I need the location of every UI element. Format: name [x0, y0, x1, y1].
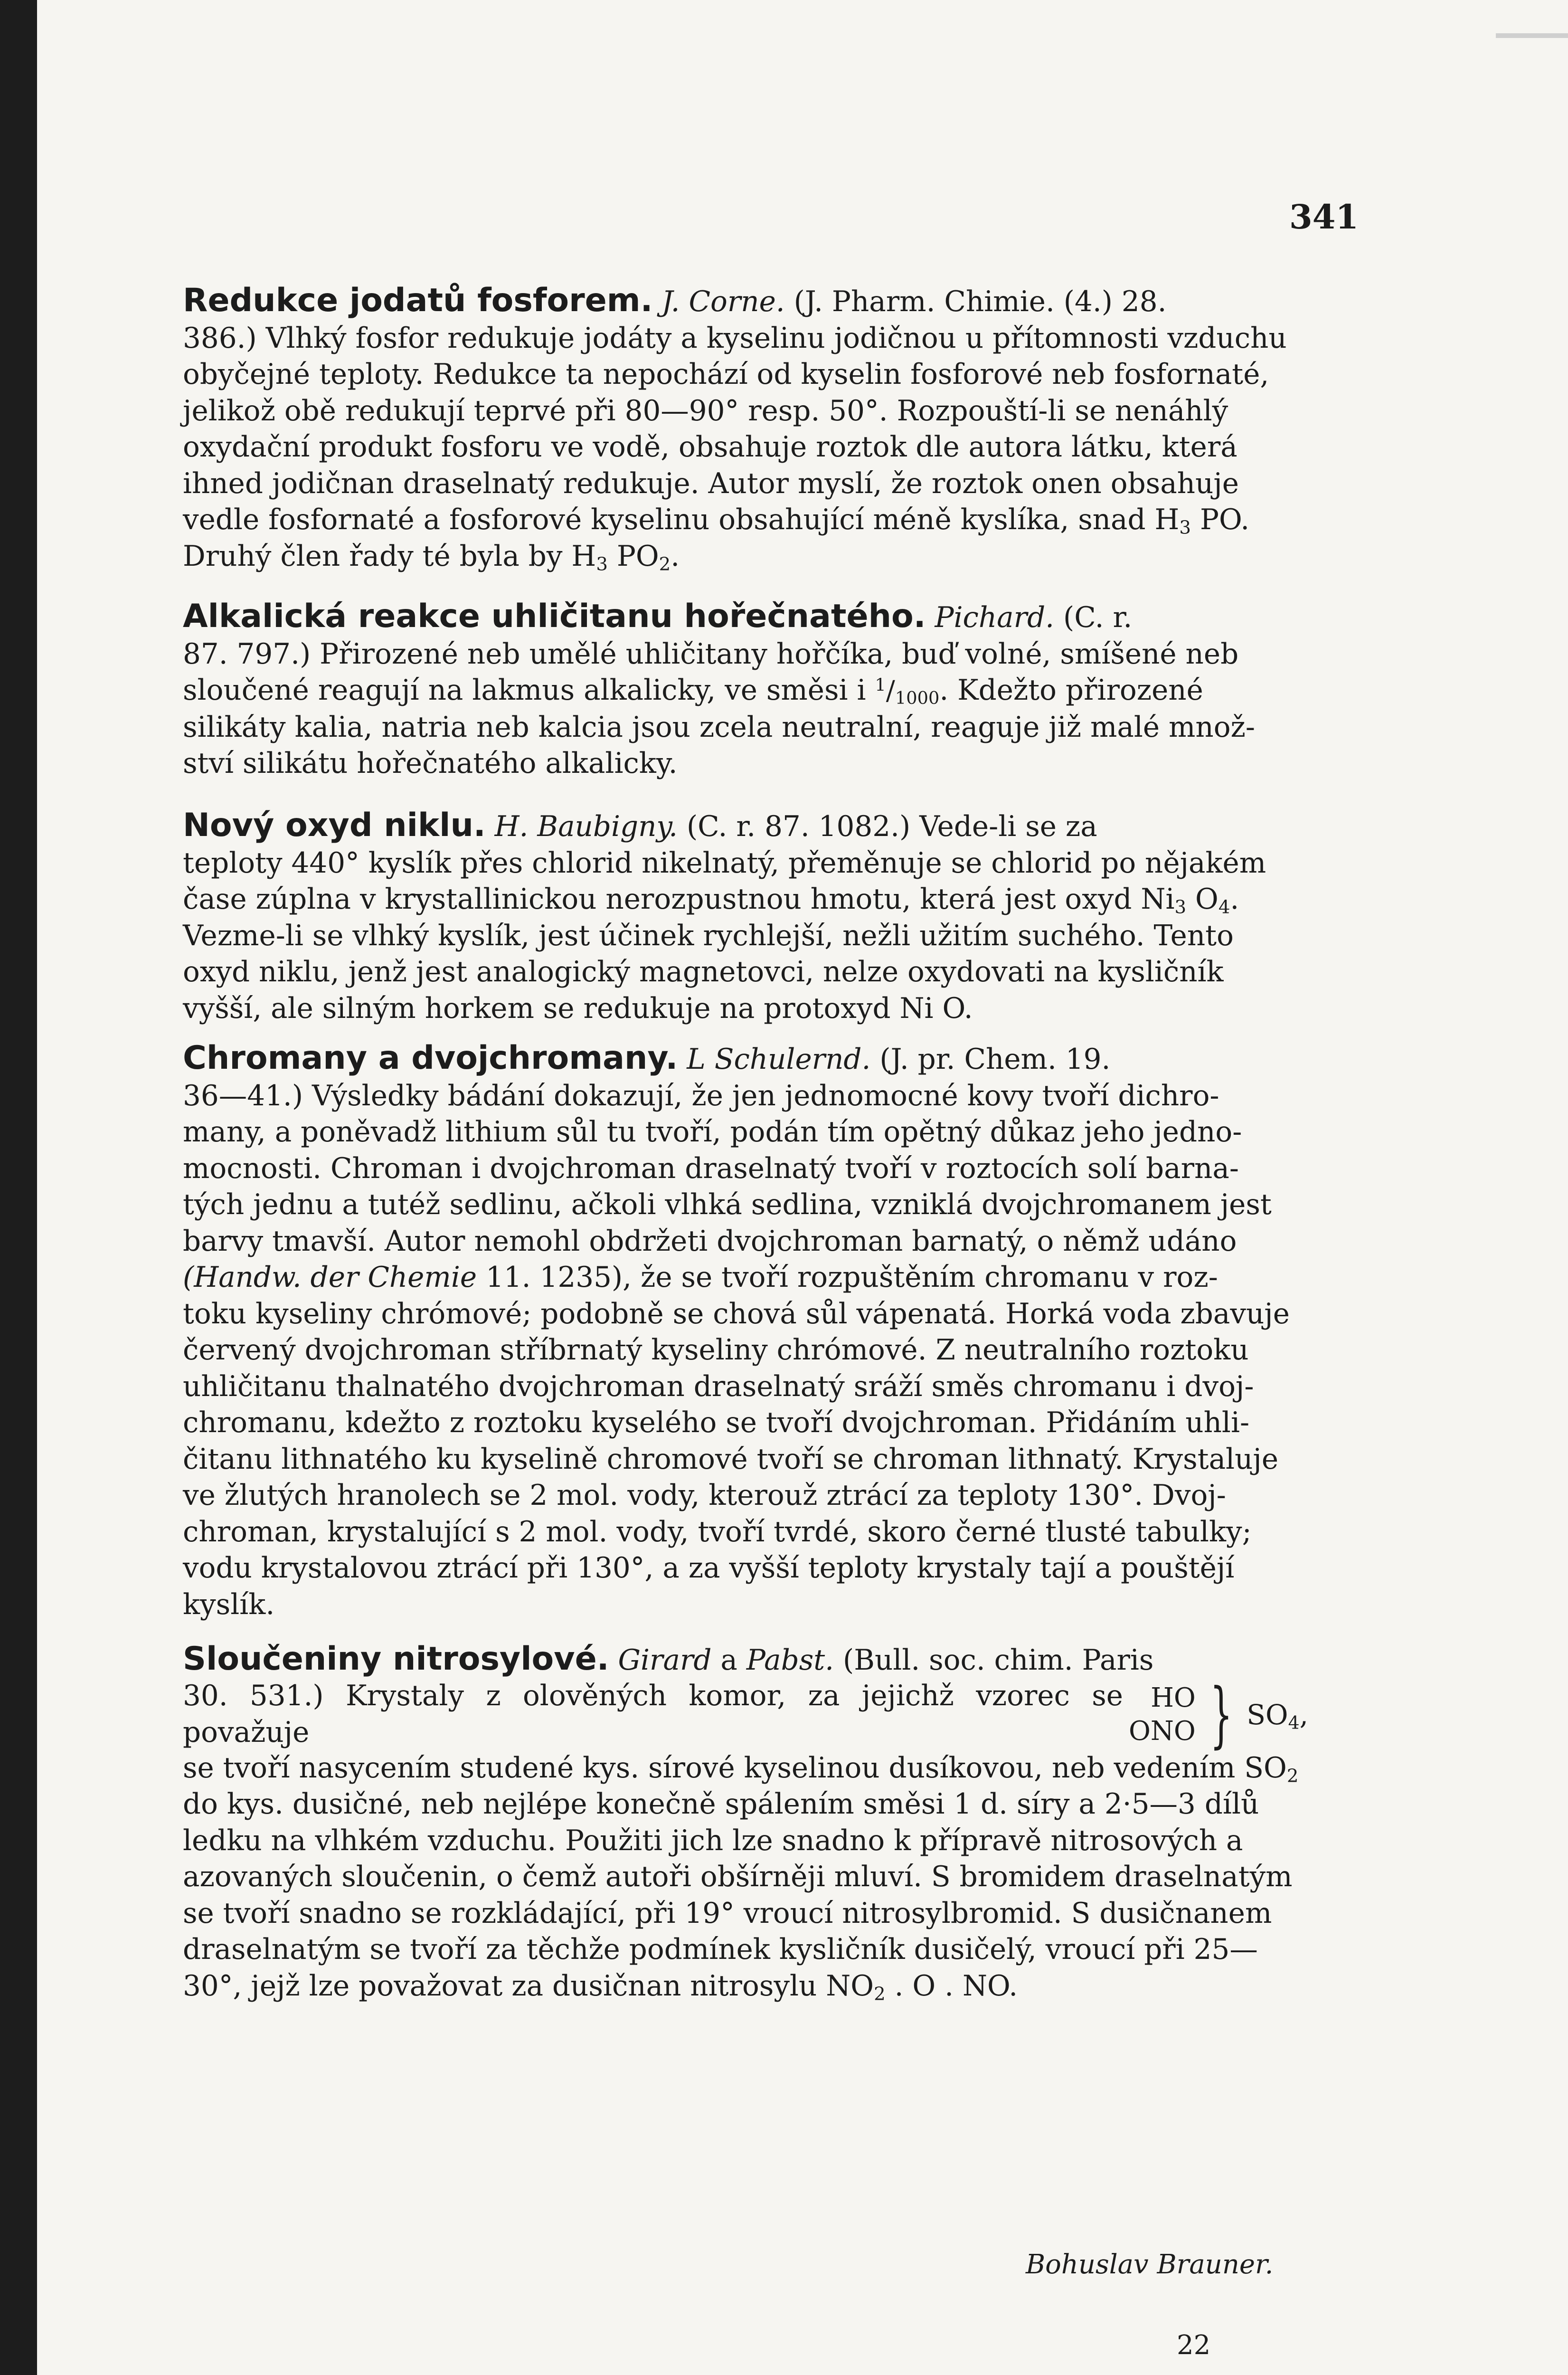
article-heading-line [183, 598, 1308, 636]
article-line: barvy tmavší. Autor nemohl obdržeti dvojchroman barnatý, o němž udáno [183, 1225, 1237, 1258]
printer-signature-mark: 22 [1177, 2330, 1211, 2361]
article-line [183, 539, 1308, 575]
author-conjunction: a [720, 1644, 737, 1677]
article-reference: (J. Pharm. Chimie. (4.) 28. [793, 285, 1167, 318]
article-line: červený dvojchroman stříbrnatý kyseliny chrómové. Z neutralního roztoku [183, 1334, 1249, 1367]
text-run: 11. 1235), že se tvoří rozpuštěním chromanu v roz- [477, 1261, 1218, 1294]
article-reference: (C. r. [1063, 601, 1133, 634]
article-line: vodu krystalovou ztrácí při 130°, a za vyšší teploty krystaly tají a pouštějí [183, 1552, 1235, 1585]
article-title: Sloučeniny nitrosylové. [183, 1640, 609, 1678]
article-nitrosyl [183, 1641, 1308, 2004]
article-title: Alkalická reakce uhličitanu hořečnatého. [183, 598, 926, 635]
text-run: O [1186, 883, 1219, 916]
article-reference: (J. pr. Chem. 19. [879, 1043, 1111, 1076]
subscript: 2 [659, 553, 671, 575]
scan-top-edge [1496, 33, 1568, 38]
article-chromany [183, 1040, 1308, 1623]
scan-left-edge [0, 0, 37, 2375]
article-line: draselnatým se tvoří za těchže podmínek kysličník dusičelý, vroucí při 25— [183, 1933, 1258, 1966]
article-line: tých jednu a tutéž sedlinu, ačkoli vlhká sedlina, vzniklá dvojchromanem jest [183, 1188, 1272, 1221]
subscript: 3 [1179, 517, 1191, 539]
subscript: 4 [1218, 896, 1230, 918]
formula-brace: } [1209, 1673, 1233, 1756]
text-run: vedle fosfornaté a fosforové kyselinu obsahující méně kyslíka, snad H [183, 504, 1180, 536]
chemical-formula [1129, 1673, 1308, 1756]
article-author-2: Pabst. [746, 1644, 834, 1677]
article-line: 386.) Vlhký fosfor redukuje jodáty a kyselinu jodičnou u přítomnosti vzduchu [183, 322, 1287, 355]
article-line: jelikož obě redukují teprvé při 80—90° resp. 50°. Rozpouští-li se nenáhlý [183, 394, 1228, 428]
fraction-denominator: 1000 [895, 688, 940, 709]
article-line: azovaných sloučenin, o čemž autoři obšírněji mluví. S bromidem draselnatým [183, 1861, 1293, 1893]
article-line: mocnosti. Chroman i dvojchroman draselnatý tvoří v roztocích solí barna- [183, 1152, 1239, 1185]
text-run: SO [1247, 1698, 1288, 1731]
formula-top: HO [1151, 1682, 1196, 1713]
article-line: chromanu, kdežto z roztoku kyselého se tvoří dvojchroman. Přidáním uhli- [183, 1406, 1250, 1439]
text-run: . O . NO. [885, 1969, 1018, 2003]
article-line: obyčejné teploty. Redukce ta nepochází od kyselin fosforové neb fosfornaté, [183, 358, 1269, 391]
article-author: Pichard. [935, 601, 1055, 634]
article-line: čitanu lithnatého ku kyselině chromové tvoří se chroman lithnatý. Krystaluje [183, 1443, 1279, 1476]
article-heading-line [183, 1641, 1308, 1679]
text-run: (Handw. der Chemie [183, 1261, 477, 1294]
article-line: oxydační produkt fosforu ve vodě, obsahuje roztok dle autora látku, která [183, 431, 1237, 464]
article-title: Redukce jodatů fosforem. [183, 282, 653, 319]
article-heading-line [183, 808, 1308, 846]
subscript: 2 [1286, 1765, 1299, 1787]
article-line: ledku na vlhkém vzduchu. Použiti jich lze snadno k přípravě nitrosových a [183, 1824, 1243, 1857]
article-alkalicka [183, 598, 1308, 782]
article-author: H. Baubigny. [494, 810, 678, 843]
author-signature: Bohuslav Brauner. [1026, 2249, 1274, 2280]
article-line-with-formula [183, 1673, 1308, 1756]
text-run: sloučené reagují na lakmus alkalicky, ve směsi i [183, 674, 875, 707]
article-title: Nový oxyd niklu. [183, 807, 486, 844]
article-author: Girard [618, 1644, 712, 1677]
text-run: Druhý člen řady té byla by H [183, 540, 596, 573]
text-run: , [1299, 1698, 1308, 1731]
article-line: many, a poněvadž lithium sůl tu tvoří, podán tím opětný důkaz jeho jedno- [183, 1116, 1242, 1149]
subscript: 4 [1288, 1711, 1300, 1733]
article-line: vyšší, ale silným horkem se redukuje na protoxyd Ni O. [183, 992, 973, 1025]
article-line: toku kyseliny chrómové; podobně se chová sůl vápenatá. Horká voda zbavuje [183, 1297, 1290, 1330]
article-line: do kys. dusičné, neb nejlépe konečně spálením směsi 1 d. síry a 2·5—3 dílů [183, 1788, 1259, 1821]
formula-left-stack [1129, 1682, 1196, 1748]
article-line [183, 1968, 1308, 2005]
article-novy-oxyd [183, 808, 1308, 1027]
text-run: . Kdežto přirozené [939, 674, 1203, 707]
formula-right [1247, 1698, 1308, 1733]
article-line: 36—41.) Výsledky bádání dokazují, že jen jednomocné kovy tvoří dichro- [183, 1079, 1219, 1112]
article-line: 87. 797.) Přirozené neb umělé uhličitany hořčíka, buď volné, smíšené neb [183, 637, 1239, 671]
article-author: J. Corne. [661, 285, 785, 318]
text-run: PO [607, 540, 659, 573]
article-line: uhličitanu thalnatého dvojchroman draselnatý sráží směs chromanu i dvoj- [183, 1370, 1254, 1403]
text-run: se tvoří nasycením studené kys. sírové kyselinou dusíkovou, neb vedením SO [183, 1751, 1287, 1785]
article-line [183, 882, 1308, 918]
article-heading-line [183, 1040, 1308, 1078]
article-heading-line [183, 283, 1308, 321]
fraction-numerator: 1 [875, 674, 886, 695]
article-line [183, 502, 1308, 539]
fraction: $^1/_{1000}$ [875, 674, 940, 709]
article-line: chroman, krystalující s 2 mol. vody, tvoří tvrdé, skoro černé tlusté tabulky; [183, 1515, 1252, 1548]
text-run: čase zúplna v krystallinickou nerozpustnou hmotu, která jest oxyd Ni [183, 883, 1175, 916]
article-line: Vezme-li se vlhký kyslík, jest účinek rychlejší, nežli užitím suchého. Tento [183, 919, 1234, 952]
article-reference: (C. r. 87. 1082.) Vede-li se za [686, 810, 1097, 843]
text-run: 30°, jejž lze považovat za dusičnan nitrosylu NO [183, 1969, 874, 2003]
text-run: . [1230, 883, 1239, 916]
formula-bottom: ONO [1129, 1715, 1196, 1747]
article-reference: (Bull. soc. chim. Paris [843, 1644, 1154, 1677]
text-run: . [671, 540, 680, 573]
text-run: 30. 531.) Krystaly z olověných komor, za jejichž vzorec se považuje [183, 1680, 1124, 1749]
article-line: ství silikátu hořečnatého alkalicky. [183, 747, 678, 780]
subscript: 3 [596, 553, 608, 575]
subscript: 2 [874, 1983, 886, 2005]
article-line: kyslík. [183, 1588, 275, 1621]
article-redukce [183, 283, 1308, 575]
article-line: oxyd niklu, jenž jest analogický magnetovci, nelze oxydovati na kysličník [183, 956, 1224, 988]
article-line: silikáty kalia, natria neb kalcia jsou zcela neutralní, reaguje již malé množ- [183, 711, 1256, 744]
article-line: teploty 440° kyslík přes chlorid nikelnatý, přeměnuje se chlorid po nějakém [183, 846, 1266, 880]
article-line [183, 1260, 1308, 1296]
page-number: 341 [1289, 197, 1359, 237]
text-run: PO. [1191, 504, 1250, 536]
article-line [183, 1750, 1308, 1787]
article-title: Chromany a dvojchromany. [183, 1039, 678, 1077]
article-line [183, 673, 1308, 710]
article-line: ve žlutých hranolech se 2 mol. vody, kterouž ztrácí za teploty 130°. Dvoj- [183, 1479, 1226, 1512]
subscript: 3 [1174, 896, 1187, 918]
article-author: L Schulernd. [687, 1043, 871, 1076]
article-line: ihned jodičnan draselnatý redukuje. Autor myslí, že roztok onen obsahuje [183, 467, 1239, 500]
article-line: se tvoří snadno se rozkládající, při 19° vroucí nitrosylbromid. S dusičnanem [183, 1897, 1272, 1930]
